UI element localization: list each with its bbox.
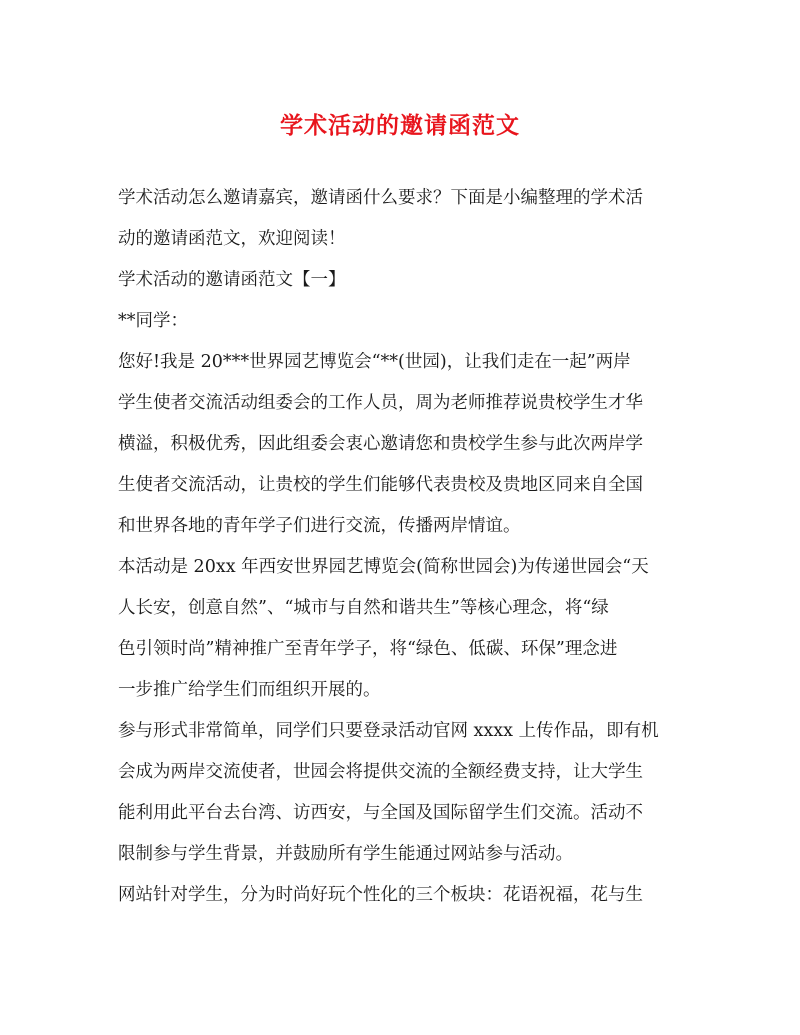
text-line: 色引领时尚”精神推广至青年学子，将“绿色、低碳、环保”理念进 [118,639,618,659]
text-line: 横溢，积极优秀，因此组委会衷心邀请您和贵校学生参与此次两岸学 [118,434,643,454]
document-title: 学术活动的邀请函范文 [280,112,520,139]
text-line: 限制参与学生背景，并鼓励所有学生能通过网站参与活动。 [118,844,573,864]
text-line: 参与形式非常简单，同学们只要登录活动官网 xxxx 上传作品，即有机 [118,721,659,741]
section-heading: 学术活动的邀请函范文【一】 [118,270,346,290]
text-line: 本活动是 20xx 年西安世界园艺博览会(简称世园会)为传递世园会“天 [118,557,649,577]
text-line: 学术活动怎么邀请嘉宾，邀请函什么要求？下面是小编整理的学术活 [118,188,643,208]
text-line: 动的邀请函范文，欢迎阅读！ [118,229,346,249]
text-line: 能利用此平台去台湾、访西安，与全国及国际留学生们交流。活动不 [118,803,643,823]
text-line: 会成为两岸交流使者，世园会将提供交流的全额经费支持，让大学生 [118,762,643,782]
salutation: **同学： [118,311,188,331]
text-line: 学生使者交流活动组委会的工作人员，周为老师推荐说贵校学生才华 [118,393,643,413]
document-body [118,178,698,916]
text-line: 和世界各地的青年学子们进行交流，传播两岸情谊。 [118,516,521,536]
text-line: 网站针对学生，分为时尚好玩个性化的三个板块：花语祝福，花与生 [118,885,643,905]
text-line: 您好!我是 20***世界园艺博览会“**(世园)，让我们走在一起”两岸 [118,352,631,372]
text-line: 一步推广给学生们而组织开展的。 [118,680,381,700]
text-line: 人长安，创意自然”、“城市与自然和谐共生”等核心理念，将“绿 [118,598,609,618]
text-line: 生使者交流活动，让贵校的学生们能够代表贵校及贵地区同来自全国 [118,475,643,495]
